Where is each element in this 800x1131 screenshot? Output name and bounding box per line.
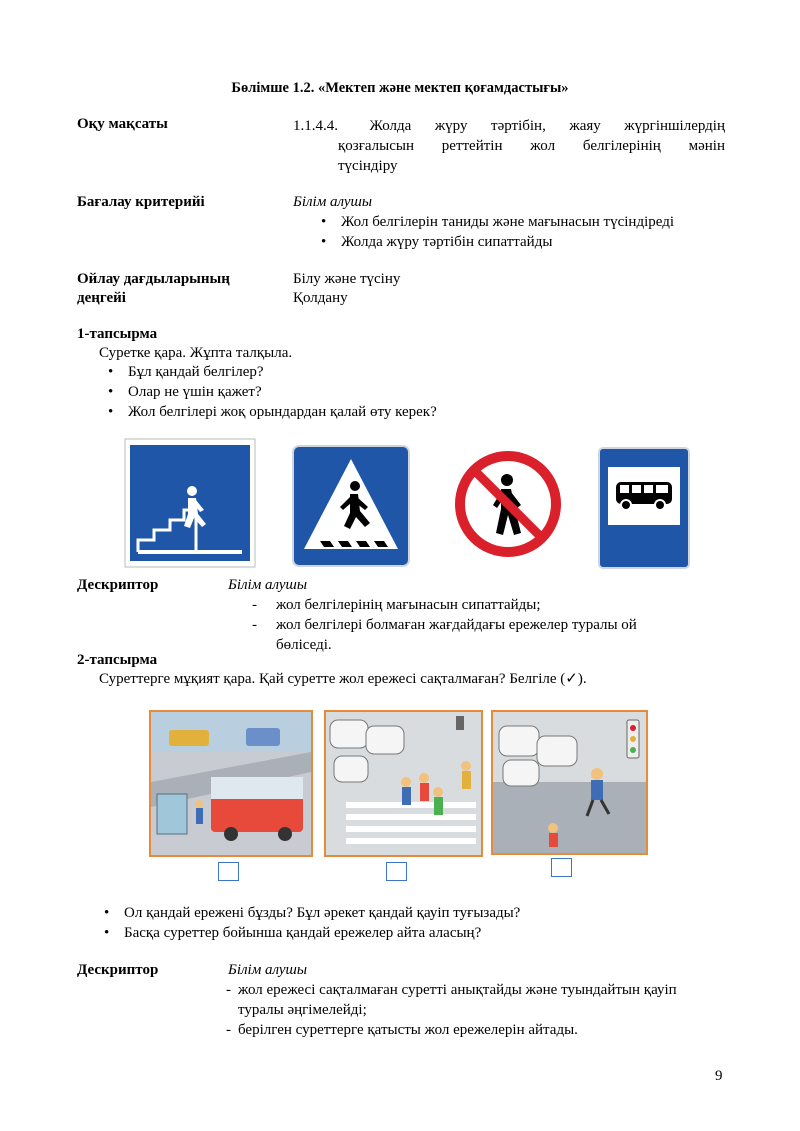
- task1-instruction: Суретке қара. Жұпта талқыла.: [99, 345, 293, 361]
- descriptor2-item: - жол ережесі сақталмаған суретті анықтайды және туындайтын қауіп туралы әңгімелейді;: [226, 980, 716, 1020]
- descriptor1-item: - жол белгілері болмаған жағдайдағы ережелер туралы ой бөліседі.: [252, 615, 682, 655]
- task1-question: • Жол белгілері жоқ орындардан қалай өту керек?: [104, 402, 604, 422]
- descriptor2-label: Дескриптор: [77, 962, 159, 978]
- level-1: Білу және түсіну: [293, 271, 401, 287]
- levels-label-line-2: деңгейі: [77, 290, 126, 306]
- no-pedestrians-sign: [451, 447, 565, 561]
- objective-text: [293, 116, 725, 176]
- task1-question: • Олар не үшін қажет?: [104, 382, 604, 402]
- bus-stop-sign: [598, 447, 690, 569]
- task2-title: 2-тапсырма: [77, 652, 158, 668]
- descriptor2-list: [226, 980, 716, 1040]
- task1-question: • Бұл қандай белгілер?: [104, 362, 604, 382]
- task2-questions: [100, 903, 660, 943]
- task2-question: • Басқа суреттер бойынша қандай ережелер айта аласың?: [100, 923, 660, 943]
- descriptor1-subject: Білім алушы: [228, 577, 308, 593]
- pedestrian-crossing-sign: [292, 445, 410, 567]
- section-title: Бөлімше 1.2. «Мектеп және мектеп қоғамдастығы»: [231, 80, 569, 96]
- crosswalk-children-picture: [324, 710, 483, 857]
- criteria-item: • Жолда жүру тәртібін сипаттайды: [317, 232, 737, 252]
- criteria-list: [317, 212, 737, 252]
- page-number: 9: [715, 1068, 723, 1084]
- task1-questions: [104, 362, 604, 422]
- criteria-item: • Жол белгілерін таниды және мағынасын түсіндіреді: [317, 212, 737, 232]
- criteria-label: Бағалау критерийі: [77, 194, 205, 210]
- answer-checkbox-1[interactable]: [218, 862, 239, 881]
- answer-checkbox-2[interactable]: [386, 862, 407, 881]
- levels-values: [293, 270, 400, 308]
- descriptor1-label: Дескриптор: [77, 577, 159, 593]
- task1-title: 1-тапсырма: [77, 326, 158, 342]
- objective-line-1: Жолда жүру тәртібін, жаяу жүргіншілердің: [369, 118, 726, 134]
- level-2: Қолдану: [293, 290, 348, 306]
- objective-label: Оқу мақсаты: [77, 116, 168, 132]
- answer-checkbox-3[interactable]: [551, 858, 572, 877]
- underpass-sign: [124, 438, 256, 568]
- levels-label: [77, 270, 230, 308]
- criteria-subject: Білім алушы: [293, 194, 373, 210]
- descriptor1-list: [252, 595, 682, 655]
- objective-line-2: қозғалысын реттейтін жол белгілерінің мәнін: [338, 138, 725, 154]
- objective-line-3: түсіндіру: [338, 158, 398, 174]
- task2-question: • Ол қандай ережені бұзды? Бұл әрекет қандай қауіп туғызады?: [100, 903, 660, 923]
- objective-code: 1.1.4.4.: [293, 118, 338, 134]
- task2-instruction: Суреттерге мұқият қара. Қай суретте жол ережесі сақталмаған? Белгіле (✓).: [99, 671, 587, 687]
- running-child-picture: [491, 710, 648, 855]
- street-bus-picture: [149, 710, 313, 857]
- levels-label-line-1: Ойлау дағдыларының: [77, 271, 230, 287]
- descriptor1-item: - жол белгілерінің мағынасын сипаттайды;: [252, 595, 682, 615]
- descriptor2-subject: Білім алушы: [228, 962, 308, 978]
- descriptor2-item: - берілген суреттерге қатысты жол ережелерін айтады.: [226, 1020, 716, 1040]
